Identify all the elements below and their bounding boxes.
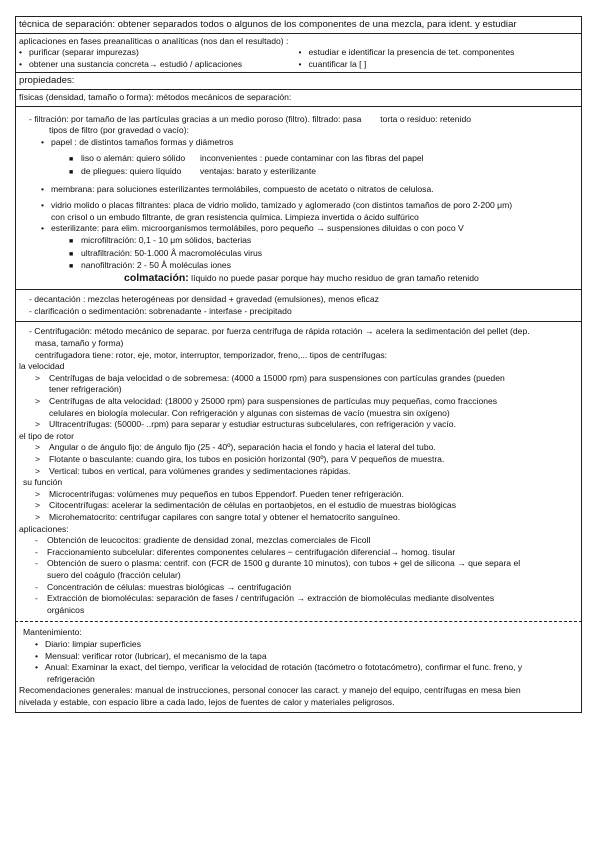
- aplicaciones-box: [15, 33, 582, 73]
- list-item: • obtener una sustancia concreta→ estudió / aplicaciones: [19, 59, 299, 71]
- list-item: - Fraccionamiento subcelular: diferentes componentes celulares − centrifugación diferencial→ homog. tisular: [35, 546, 456, 557]
- decantacion-line: - decantación : mezclas heterogéneas por densidad + gravedad (emulsiones), menos eficaz: [29, 294, 379, 305]
- filtracion-box: [15, 106, 582, 290]
- velocidad-label: la velocidad: [19, 361, 65, 372]
- centrifugacion-box: [15, 321, 582, 621]
- ultrafiltracion-item: ■ ultrafiltración: 50-1.000 Å macromoléculas virus: [19, 248, 578, 261]
- mantenimiento-box: [15, 621, 582, 713]
- list-item: > Angular o de ángulo fijo: de ángulo fijo (25 - 40º), separación hacia el fondo y hacia el lateral del tubo.: [35, 442, 436, 453]
- aplicaciones-columns: [19, 47, 578, 70]
- propiedades-box: [15, 72, 582, 89]
- list-item: - Obtención de suero o plasma: centrif. con (FCR de 1500 g durante 10 minutos), con tubos + gel de silicona → que separa el: [35, 558, 521, 569]
- vidrio-item-cont: con crisol o un embudo filtrante, de gran resistencia química. Limpieza invertida o ácido sulfúrico: [51, 211, 419, 222]
- fisicas-heading: físicas (densidad, tamaño o forma): métodos mecánicos de separación:: [19, 91, 292, 102]
- list-item: • Diario: limpiar superficies: [19, 639, 578, 651]
- colmatacion-row: [19, 273, 578, 285]
- filtracion-line2: tipos de filtro (por gravedad o vacío):: [49, 125, 189, 136]
- list-item: > Ultracentrífugas: (50000- ..rpm) para separar y estudiar estructuras subcelulares, con refrigeración y vacío.: [35, 419, 456, 430]
- funcion-label: su función: [23, 477, 63, 488]
- pliegues-row: [19, 166, 578, 179]
- filtracion-def: - filtración: por tamaño de las partículas gracias a un medio poroso (filtro). filtrado: pasa: [29, 113, 362, 124]
- recomendaciones: Recomendaciones generales: manual de instrucciones, personal conocer las caract. y manejo del equipo, centrífugas en mesa bien: [19, 685, 521, 696]
- membrana-item: • membrana: para soluciones esterilizantes termolábiles, compuesto de acetato o nitratos de celulosa.: [19, 184, 578, 196]
- inconvenientes: inconvenientes : puede contaminar con las fibras del papel: [200, 153, 424, 164]
- centrifugacion-intro: - Centrifugación: método mecánico de separac. por fuerza centrífuga de rápida rotación → acelera la sedimentación del pellet (dep.: [29, 326, 530, 337]
- list-item-cont: orgánicos: [47, 604, 85, 615]
- list-item-cont: refrigeración: [47, 673, 95, 684]
- filtracion-line1: [19, 114, 578, 126]
- list-item-cont: celulares en biología molecular. Con refrigeración y algunas con sistemas de vacío (muestra sin oxígeno): [49, 407, 450, 418]
- list-item: • Anual: Examinar la exact, del tiempo, verificar la velocidad de rotación (tacómetro o fototacómetro), confirmar el func. freno, y: [19, 662, 578, 674]
- list-item: > Vertical: tubos en vertical, para volúmenes grandes y sedimentaciones rápidas.: [35, 465, 351, 476]
- document-page: [15, 16, 582, 713]
- list-item: > Centrífugas de alta velocidad: (18000 y 25000 rpm) para suspensiones de partículas muy pequeñas, como fracciones: [35, 396, 498, 407]
- aplicaciones-left: [19, 47, 299, 70]
- list-item: - Concentración de células: muestras biológicas → centrifugación: [35, 581, 292, 592]
- list-item: • cuantificar la [ ]: [299, 59, 579, 71]
- filtracion-residuo: torta o residuo: retenido: [380, 113, 472, 124]
- colmatacion-label: colmatación:: [124, 272, 189, 284]
- esterilizante-item: • esterilizante: para elim. microorganismos termolábiles, poro pequeño → suspensiones diluidas o con poco V: [19, 223, 578, 235]
- aplicaciones-centrif-label: aplicaciones:: [19, 523, 69, 534]
- list-item-cont: suero del coágulo (fracción celular): [47, 569, 181, 580]
- list-item: > Flotante o basculante: cuando gira, los tubos en posición horizontal (90º), para V pequeños de muestra.: [35, 454, 445, 464]
- header-text: técnica de separación: obtener separados todos o algunos de los componentes de una mezcla, para ident. y estudiar: [19, 19, 517, 30]
- list-item: - Obtención de leucocitos: gradiente de densidad zonal, mezclas comerciales de Ficoll: [35, 535, 371, 546]
- aplicaciones-right: [299, 47, 579, 70]
- liso-row: [19, 153, 578, 166]
- ventajas: ventajas: barato y esterilizante: [200, 165, 317, 176]
- list-item: • purificar (separar impurezas): [19, 47, 299, 59]
- propiedades-heading: propiedades:: [19, 75, 75, 87]
- recomendaciones-cont: nivelada y estable, con espacio libre a cada lado, lejos de fuentes de calor y materiales peligrosos.: [19, 696, 395, 707]
- clarificacion-line: - clarificación o sedimentación: sobrenadante - interfase - precipitado: [29, 305, 292, 316]
- aplicaciones-intro: aplicaciones en fases preanalíticas o analíticas (nos dan el resultado) :: [19, 35, 289, 46]
- centrifugacion-intro-cont: masa, tamaño y forma): [35, 338, 124, 349]
- decantacion-box: [15, 289, 582, 321]
- list-item: > Citocentrífugas: acelerar la sedimentación de células en portaobjetos, en el estudio de muestras biológicas: [35, 500, 457, 511]
- rotor-label: el tipo de rotor: [19, 430, 74, 441]
- list-item: - Extracción de biomoléculas: separación de fases / centrifugación → extracción de biomoléculas mediante disolventes: [35, 593, 495, 604]
- liso-item: ■ liso o alemán: quiero sólido: [69, 153, 174, 166]
- microfiltracion-item: ■ microfiltración: 0,1 - 10 μm sólidos, bacterias: [19, 235, 578, 248]
- pliegues-item: ■ de pliegues: quiero líquido: [69, 166, 174, 179]
- fisicas-box: [15, 89, 582, 106]
- list-item-cont: tener refrigeración): [49, 384, 122, 395]
- papel-item: • papel : de distintos tamaños formas y diámetros: [19, 137, 578, 149]
- vidrio-item: • vidrio molido o placas filtrantes: placa de vidrio molido, tamizado y aglomerado (con distintos tamaños de poro 2-200 μm): [19, 200, 578, 212]
- mantenimiento-label: Mantenimiento:: [23, 627, 82, 638]
- list-item: • estudiar e identificar la presencia de tet. componentes: [299, 47, 579, 59]
- header-box: [15, 16, 582, 33]
- list-item: > Microcentrífugas: volúmenes muy pequeños en tubos Eppendorf. Pueden tener refrigeración.: [35, 488, 404, 499]
- nanofiltracion-item: ■ nanofiltración: 2 - 50 Å moléculas iones: [19, 260, 578, 273]
- list-item: > Microhematocrito: centrifugar capilares con sangre total y obtener el hematocrito sanguíneo.: [35, 511, 401, 522]
- centrifugadora-partes: centrifugadora tiene: rotor, eje, motor, interruptor, temporizador, freno,... tipos de centrífugas:: [35, 349, 388, 360]
- list-item: > Centrífugas de baja velocidad o de sobremesa: (4000 a 15000 rpm) para suspensiones con partículas grandes (pueden: [35, 372, 505, 383]
- list-item: • Mensual: verificar rotor (lubricar), el mecanismo de la tapa: [19, 651, 578, 663]
- colmatacion-text: líquido no puede pasar porque hay mucho residuo de gran tamaño retenido: [191, 272, 479, 283]
